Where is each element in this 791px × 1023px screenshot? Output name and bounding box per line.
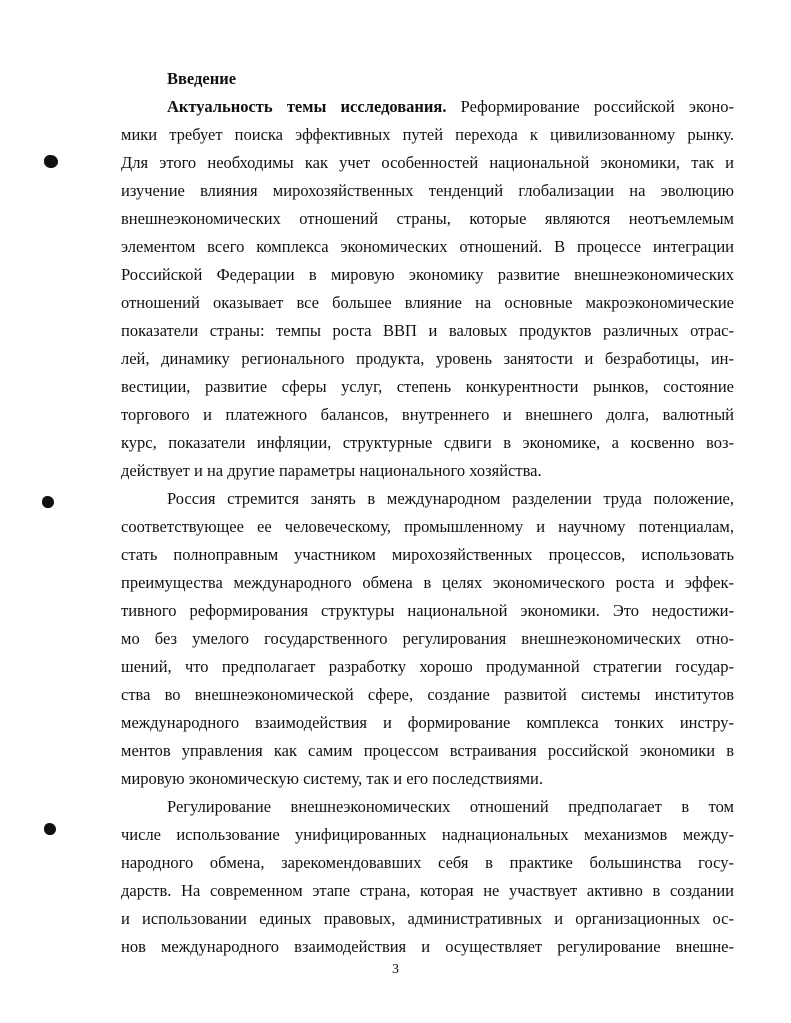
paragraph-3-line: числе использование унифицированных наднациональных механизмов между- [121,825,734,844]
paragraph-1-line: торгового и платежного балансов, внутреннего и внешнего долга, валютный [121,405,734,424]
paragraph-2-line-last: мировую экономическую систему, так и его последствиями. [121,769,543,788]
paragraph-2-line: стать полноправным участником мирохозяйственных процессов, использовать [121,545,734,564]
paragraph-2-line: преимущества международного обмена в целях экономического роста и эффек- [121,573,734,592]
paragraph-1-line: элементом всего комплекса экономических отношений. В процессе интеграции [121,237,734,256]
paragraph-1-line-1 [167,96,734,118]
paragraph-2-line-1: Россия стремится занять в международном разделении труда положение, [167,489,734,508]
paragraph-1-line: курс, показатели инфляции, структурные сдвиги в экономике, а косвенно воз- [121,433,734,452]
punch-hole-mark-bottom [44,823,56,835]
paragraph-2-line: ментов управления как самим процессом встраивания российской экономики в [121,741,734,760]
paragraph-2-line: соответствующее ее человеческому, промышленному и научному потенциалам, [121,517,734,536]
paragraph-1-lead-text: Реформирование российской эконо- [446,97,734,116]
paragraph-2-line: тивного реформирования структуры национальной экономики. Это недостижи- [121,601,734,620]
section-heading: Введение [167,69,237,88]
page-number: 3 [392,962,399,977]
paragraph-3-line: дарств. На современном этапе страна, которая не участвует активно в создании [121,881,734,900]
punch-hole-mark-top [44,155,58,168]
paragraph-3-line: и использовании единых правовых, административных и организационных ос- [121,909,734,928]
paragraph-3-line-1: Регулирование внешнеэкономических отношений предполагает в том [167,797,734,816]
paragraph-3-line: народного обмена, зарекомендовавших себя в практике большинства госу- [121,853,734,872]
paragraph-1-line: лей, динамику регионального продукта, уровень занятости и безработицы, ин- [121,349,734,368]
paragraph-2-line: международного взаимодействия и формирование комплекса тонких инстру- [121,713,734,732]
paragraph-1-line: изучение влияния мирохозяйственных тенденций глобализации на эволюцию [121,181,734,200]
paragraph-2-line: ства во внешнеэкономической сфере, создание развитой системы институтов [121,685,734,704]
punch-hole-mark-middle [42,496,54,508]
paragraph-1-line: Для этого необходимы как учет особенностей национальной экономики, так и [121,153,734,172]
topic-relevance-label: Актуальность темы исследования. [167,97,447,116]
paragraph-1-line: показатели страны: темпы роста ВВП и валовых продуктов различных отрас- [121,321,734,340]
paragraph-3-line: нов международного взаимодействия и осуществляет регулирование внешне- [121,937,734,956]
paragraph-2-line: шений, что предполагает разработку хорошо продуманной стратегии государ- [121,657,734,676]
paragraph-1-line: вестиции, развитие сферы услуг, степень конкурентности рынков, состояние [121,377,734,396]
paragraph-1-line: внешнеэкономических отношений страны, которые являются неотъемлемым [121,209,734,228]
paragraph-1-line-last: действует и на другие параметры национального хозяйства. [121,461,542,480]
paragraph-2-line: мо без умелого государственного регулирования внешнеэкономических отно- [121,629,734,648]
paragraph-1-line: Российской Федерации в мировую экономику развитие внешнеэкономических [121,265,734,284]
paragraph-1-line: мики требует поиска эффективных путей перехода к цивилизованному рынку. [121,125,734,144]
paragraph-1-line: отношений оказывает все большее влияние на основные макроэкономические [121,293,734,312]
